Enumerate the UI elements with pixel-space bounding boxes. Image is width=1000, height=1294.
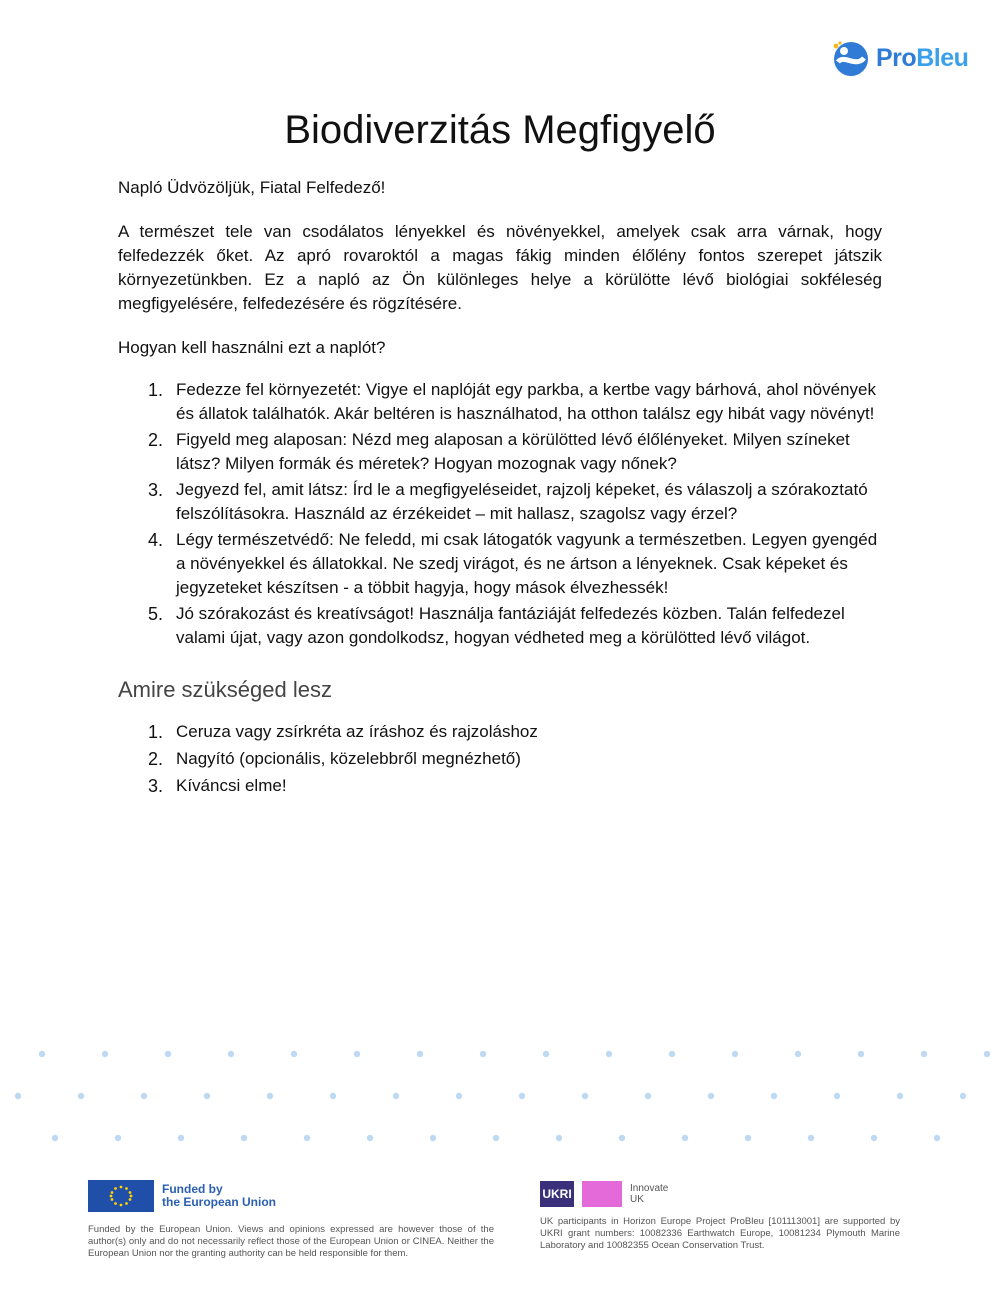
ukri-logo: UKRI [540,1181,574,1207]
decorative-dot [606,1051,612,1057]
list-text: Figyeld meg alaposan: Nézd meg alaposan a körülötted lévő élőlényeket. Milyen színeket látsz? Milyen formák és méretek? Hogyan mozognak vagy nőnek? [176,430,850,473]
list-number: 1. [148,380,164,400]
decorative-dot [582,1093,588,1099]
list-item [118,720,882,744]
decorative-dot [354,1051,360,1057]
eu-funding-label: Funded by the European Union [162,1182,276,1209]
main-content [118,176,882,801]
decorative-dot [795,1051,801,1057]
probleu-logo [830,38,968,78]
decorative-dot-pattern [0,1040,1000,1150]
steps-list [118,378,882,650]
decorative-dot [493,1135,499,1141]
decorative-dot [241,1135,247,1141]
decorative-dot [228,1051,234,1057]
decorative-dot [934,1135,940,1141]
list-number: 2. [148,749,164,769]
decorative-dot [330,1093,336,1099]
decorative-dot [267,1093,273,1099]
decorative-dot [78,1093,84,1099]
decorative-dot [960,1093,966,1099]
list-item [118,602,882,650]
decorative-dot [984,1051,990,1057]
decorative-dot [745,1135,751,1141]
decorative-dot [556,1135,562,1141]
uk-disclaimer: UK participants in Horizon Europe Project ProBleu [101113001] are supported by UKRI grant numbers: 10082336 Earthwatch Europe, 10081234 Plymouth Marine Laboratory and 10082355 Ocean Conservation Trust. [540,1216,900,1251]
decorative-dot [732,1051,738,1057]
decorative-dot [430,1135,436,1141]
decorative-dot [102,1051,108,1057]
list-item [118,378,882,426]
innovate-uk-logo-icon [582,1181,622,1207]
intro-paragraph: A természet tele van csodálatos lényekkel és növényekkel, amelyek csak arra várnak, hogy felfedezzék őket. Az apró rovaroktól a magas fákig minden élőlény fontos szerepet játszik környezetünkben. Ez a napló az Ön különleges helye a körülötte lévő biológiai sokféleség megfigyelésére, felfedezésére és rögzítésére. [118,222,882,313]
list-number: 4. [148,530,164,550]
probleu-logo-text: ProBleu [876,43,969,72]
decorative-dot [39,1051,45,1057]
decorative-dot [291,1051,297,1057]
page-title: Biodiverzitás Megfigyelő [284,108,716,152]
decorative-dot [921,1051,927,1057]
eu-flag-icon [88,1180,154,1212]
decorative-dot [141,1093,147,1099]
list-item [118,747,882,771]
decorative-dot [871,1135,877,1141]
decorative-dot [682,1135,688,1141]
list-number: 1. [148,722,164,742]
decorative-dot [165,1051,171,1057]
decorative-dot [543,1051,549,1057]
decorative-dot [417,1051,423,1057]
decorative-dot [456,1093,462,1099]
list-item [118,528,882,600]
decorative-dot [808,1135,814,1141]
list-text: Fedezze fel környezetét: Vigye el naplóját egy parkba, a kertbe vagy bárhová, ahol növények és állatok találhatók. Akár beltéren is használhatod, ha otthon találsz egy hibát vagy növényt! [176,380,876,423]
decorative-dot [393,1093,399,1099]
decorative-dot [204,1093,210,1099]
decorative-dot [834,1093,840,1099]
decorative-dot [15,1093,21,1099]
list-text: Nagyító (opcionális, közelebbről megnézhető) [176,749,521,768]
decorative-dot [480,1051,486,1057]
list-text: Jegyezd fel, amit látsz: Írd le a megfigyeléseidet, rajzolj képeket, és válaszolj a szórakoztató felszólításokra. Használd az érzékeidet – mit hallasz, szagolsz vagy érzel? [176,480,868,523]
list-text: Kíváncsi elme! [176,776,287,795]
greeting: Napló Üdvözöljük, Fiatal Felfedező! [118,178,386,197]
list-text: Jó szórakozást és kreatívságot! Használja fantáziáját felfedezés közben. Talán felfedezel valami újat, vagy azon gondolkodsz, hogyan védheted meg a körülötted lévő világot. [176,604,845,647]
list-number: 3. [148,480,164,500]
probleu-logo-icon [830,38,870,78]
eu-funding-block [88,1180,494,1260]
decorative-dot [645,1093,651,1099]
decorative-dot [619,1135,625,1141]
decorative-dot [708,1093,714,1099]
needs-heading: Amire szükséged lesz [118,677,332,702]
decorative-dot [669,1051,675,1057]
ukri-funding-block [540,1180,900,1252]
decorative-dot [178,1135,184,1141]
list-number: 2. [148,430,164,450]
decorative-dot [858,1051,864,1057]
list-item [118,774,882,798]
list-text: Ceruza vagy zsírkréta az íráshoz és rajzoláshoz [176,722,538,741]
eu-disclaimer: Funded by the European Union. Views and opinions expressed are however those of the author(s) only and do not necessarily reflect those of the European Union or CINEA. Neither the European Union nor the granting authority can be held responsible for them. [88,1224,494,1259]
decorative-dot [519,1093,525,1099]
howto-heading: Hogyan kell használni ezt a naplót? [118,338,386,357]
list-number: 5. [148,604,164,624]
list-text: Légy természetvédő: Ne feledd, mi csak látogatók vagyunk a természetben. Legyen gyengéd a növényekkel és állatokkal. Ne szedj virágot, és ne ártson a lényeknek. Csak képeket és jegyzeteket készítsen - a többit hagyja, hogy mások élvezhessék! [176,530,878,597]
decorative-dot [115,1135,121,1141]
list-item [118,428,882,476]
needs-list [118,720,882,798]
decorative-dot [897,1093,903,1099]
list-number: 3. [148,776,164,796]
innovate-uk-label: Innovate UK [630,1183,669,1205]
decorative-dot [771,1093,777,1099]
decorative-dot [52,1135,58,1141]
decorative-dot [367,1135,373,1141]
list-item [118,478,882,526]
decorative-dot [304,1135,310,1141]
